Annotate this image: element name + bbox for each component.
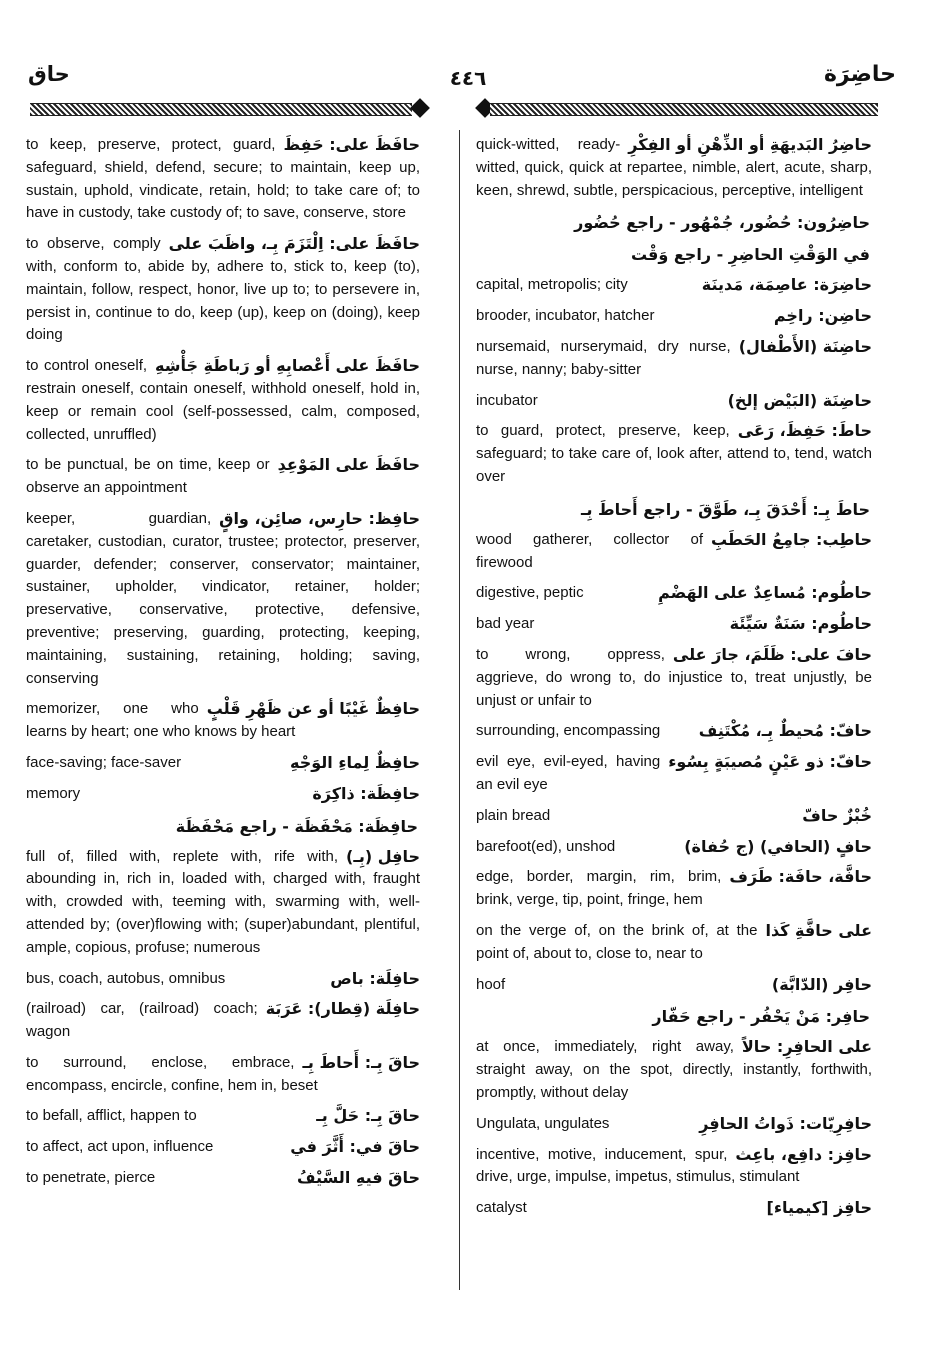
english-definition: Ungulata, ungulates bbox=[476, 1114, 610, 1132]
dictionary-entry bbox=[476, 336, 872, 382]
arabic-headword: حافِرِيّات: ذَواتُ الحافِرِ bbox=[699, 1113, 872, 1133]
dictionary-entry bbox=[476, 974, 872, 997]
dictionary-entry bbox=[26, 1167, 420, 1190]
dictionary-entry bbox=[26, 508, 420, 690]
arabic-headword: حافَّة، حافَة: طَرَف bbox=[729, 867, 872, 887]
header-guide-word-left: حاق bbox=[28, 62, 70, 86]
dictionary-entry bbox=[476, 720, 872, 743]
dictionary-entry bbox=[26, 1105, 420, 1128]
arabic-headword: حافِز: دافِع، باعِث bbox=[735, 1144, 872, 1164]
english-definition: digestive, peptic bbox=[476, 584, 584, 602]
header-rule-right bbox=[490, 103, 878, 116]
cross-reference: حاضِرُون: حُضُور، جُمْهُور - راجع حُضُور bbox=[574, 213, 870, 233]
english-definition: memorizer, one who learns by heart; one who knows by heart bbox=[26, 700, 296, 741]
english-definition: nursemaid, nurserymaid, dry nurse, nurse, nanny; baby-sitter bbox=[476, 337, 731, 378]
dictionary-entry bbox=[476, 1144, 872, 1190]
dictionary-entry bbox=[26, 134, 420, 225]
arabic-headword: حافِر (الدّابَّة) bbox=[771, 974, 872, 994]
column-divider bbox=[459, 130, 460, 1290]
right-column bbox=[476, 134, 872, 1228]
header-rule-left bbox=[30, 103, 412, 116]
arabic-headword: حافِظٌ غَيْبًا أو عن ظَهْرِ قَلْبٍ bbox=[206, 699, 420, 719]
english-definition: plain bread bbox=[476, 806, 551, 824]
cross-reference: حافِر: مَنْ يَحْفُر - راجع حَفّار bbox=[652, 1007, 870, 1027]
dictionary-entry bbox=[476, 529, 872, 575]
dictionary-entry bbox=[476, 613, 872, 636]
arabic-headword: حافَظَ على المَوْعِدِ bbox=[277, 455, 420, 475]
left-column bbox=[26, 134, 420, 1198]
arabic-headword: حاقَ في: أَثَّرَ في bbox=[290, 1137, 420, 1157]
cross-reference: في الوَقْتِ الحاضِرِ - راجع وَقْت bbox=[630, 245, 870, 265]
arabic-headword: حاطَ: حَفِظَ، رَعَى bbox=[737, 421, 872, 441]
english-definition: to control oneself, restrain oneself, contain oneself, withhold oneself, hold in, keep or remain cool (self-possessed, calm, composed, collected, unruffled) bbox=[26, 357, 420, 443]
english-definition: evil eye, evil-eyed, having an evil eye bbox=[476, 753, 661, 793]
arabic-headword: حاضِنَة (البَيْض إلخ) bbox=[727, 390, 872, 410]
dictionary-entry bbox=[26, 233, 420, 347]
dictionary-entry bbox=[476, 1113, 872, 1136]
arabic-headword: حاطُوم: سَنَةٌ سَيِّئَة bbox=[729, 614, 872, 634]
arabic-headword: حاقَ بِـ: أَحاطَ بِـ bbox=[302, 1052, 420, 1072]
english-definition: incubator bbox=[476, 391, 538, 409]
english-definition: bad year bbox=[476, 615, 535, 633]
dictionary-entry bbox=[26, 752, 420, 775]
dictionary-entry bbox=[476, 805, 872, 828]
dictionary-entry bbox=[26, 355, 420, 446]
arabic-headword: خُبْزٌ حافّ bbox=[802, 805, 872, 825]
dictionary-entry bbox=[26, 846, 420, 960]
dictionary-entry bbox=[26, 1136, 420, 1159]
header-guide-word-right: حاضِرَة bbox=[823, 62, 896, 87]
english-definition: (railroad) car, (railroad) coach; wagon bbox=[26, 1000, 258, 1041]
arabic-headword: حافَظَ على: حَفِظَ bbox=[283, 135, 420, 154]
page-header bbox=[0, 60, 936, 90]
dictionary-entry bbox=[476, 751, 872, 797]
arabic-headword: حاضِن: راخِم bbox=[773, 306, 872, 326]
english-definition: to wrong, oppress, aggrieve, do wrong to, do injustice to, treat unjustly, be unjust or unfair to bbox=[476, 645, 872, 709]
english-definition: edge, border, margin, rim, brim, brink, verge, tip, point, fringe, hem bbox=[476, 868, 722, 909]
arabic-headword: حاطِب: جامِعُ الحَطَبِ bbox=[710, 529, 872, 549]
dictionary-entry bbox=[476, 1036, 872, 1104]
arabic-headword: على حافَّةِ كَذا bbox=[765, 920, 872, 940]
dictionary-entry bbox=[476, 420, 872, 488]
arabic-headword: حاضِرَة: عاصِمَة، مَدينَة bbox=[701, 275, 872, 295]
dictionary-entry bbox=[476, 134, 872, 202]
english-definition: keeper, guardian, caretaker, custodian, curator, trustee; protector, preserver, guarder, defender; conserver, conservator; maintainer, sustainer, upholder, vindicator, retainer, holder; preservative, conservative, protective, defensive, preventive; preserving, guarding, protecting, keeping, maintaining, sustaining, retaining, holding; saving, conserving bbox=[26, 509, 420, 687]
arabic-headword: حافَظَ على أَعْصابِهِ أو رَباطَةِ جَأْشِهِ bbox=[155, 356, 420, 376]
english-definition: capital, metropolis; city bbox=[476, 276, 628, 294]
arabic-headword: حافِظ: حارِس، صائِن، واقٍ bbox=[219, 508, 420, 528]
dictionary-entry bbox=[476, 305, 872, 328]
arabic-headword: حافِلَة: باص bbox=[330, 968, 420, 988]
arabic-headword: حافَظَ على: اِلْتَزَمَ بِـ، واظَبَ على bbox=[168, 234, 420, 254]
dictionary-entry bbox=[476, 920, 872, 966]
arabic-headword: حافِز [كيمياء] bbox=[766, 1198, 872, 1218]
english-definition: face-saving; face-saver bbox=[26, 753, 182, 771]
dictionary-entry bbox=[26, 968, 420, 991]
english-definition: to be punctual, be on time, keep or observe an appointment bbox=[26, 456, 270, 497]
english-definition: to penetrate, pierce bbox=[26, 1169, 156, 1187]
english-definition: catalyst bbox=[476, 1199, 527, 1217]
arabic-headword: حاضِرُ البَديهَةِ أو الذِّهْنِ أو الفِكْرِ bbox=[628, 135, 872, 154]
dictionary-entry bbox=[476, 1197, 872, 1220]
cross-reference: حافِظَة: مَحْفَظَة - راجع مَحْفَظَة bbox=[175, 816, 418, 836]
english-definition: hoof bbox=[476, 975, 506, 993]
arabic-headword: حاقَ بِـ: حَلَّ بِـ bbox=[316, 1106, 420, 1126]
english-definition: incentive, motive, inducement, spur, drive, urge, impulse, impetus, stimulus, stimulant bbox=[476, 1145, 800, 1186]
page-number: ٤٤٦ bbox=[449, 66, 487, 90]
arabic-headword: حاضِنَة (الأَطْفال) bbox=[738, 336, 872, 356]
arabic-headword: حافَ على: ظَلَمَ، جارَ على bbox=[672, 644, 872, 664]
arabic-headword: حاطُوم: مُساعِدٌ على الهَضْمِ bbox=[658, 583, 872, 603]
english-definition: brooder, incubator, hatcher bbox=[476, 307, 655, 325]
arabic-headword: حافّ: ذو عَيْنٍ مُصيبَةٍ بِسُوء bbox=[668, 752, 872, 772]
dictionary-entry bbox=[26, 698, 420, 744]
dictionary-entry bbox=[26, 1052, 420, 1098]
dictionary-entry bbox=[476, 644, 872, 712]
cross-reference: حاطَ بِـ: أَحْدَقَ بِـ، طَوَّقَ - راجع أَحاطَ بِـ bbox=[580, 499, 870, 519]
english-definition: surrounding, encompassing bbox=[476, 722, 661, 740]
english-definition: barefoot(ed), unshod bbox=[476, 837, 616, 855]
english-definition: full of, filled with, replete with, rife with, abounding in, rich in, loaded with, charged with, fraught with, crowded with, teeming with, swarming with, well-attended by; (over)flowing with; (super)abundant, plentiful, ample, copious, profuse; numerous bbox=[26, 847, 420, 956]
dictionary-entry bbox=[476, 866, 872, 912]
arabic-headword: على الحافِرِ: حالاً bbox=[741, 1037, 872, 1057]
english-definition: on the verge of, on the brink of, at the point of, about to, close to, near to bbox=[476, 921, 758, 962]
dictionary-entry bbox=[26, 998, 420, 1044]
arabic-headword: حافِلَة (قِطار): عَرَبَة bbox=[265, 999, 420, 1019]
arabic-headword: حافّ: مُحيطٌ بِـ، مُكْتَنِف bbox=[698, 721, 872, 741]
english-definition: wood gatherer, collector of firewood bbox=[476, 530, 703, 571]
english-definition: to guard, protect, preserve, keep, safeguard; to take care of, look after, attend to, tend, watch over bbox=[476, 422, 872, 485]
english-definition: at once, immediately, right away, straight away, on the spot, directly, instantly, forthwith, promptly, without delay bbox=[476, 1038, 872, 1101]
english-definition: to affect, act upon, influence bbox=[26, 1138, 214, 1156]
dictionary-entry bbox=[476, 582, 872, 605]
arabic-headword: حاقَ فيهِ السَّيْفُ bbox=[296, 1168, 420, 1188]
english-definition: to keep, preserve, protect, guard, safeguard, shield, defend, secure; to maintain, keep up, sustain, uphold, vindicate, retain, hold; to take care of; to have in custody, take custody of; to save, conserve, store bbox=[26, 136, 420, 222]
english-definition: memory bbox=[26, 784, 81, 802]
english-definition: quick-witted, ready-witted, quick, quick at repartee, nimble, alert, acute, sharp, keen, shrewd, subtle, perspicacious, perceptive, intelligent bbox=[476, 136, 872, 199]
dictionary-entry bbox=[476, 274, 872, 297]
dictionary-entry bbox=[26, 783, 420, 806]
dictionary-entry bbox=[476, 390, 872, 413]
english-definition: to observe, comply with, conform to, abide by, adhere to, stick to, keep (to), maintain, follow, respect, honor, live up to; to persevere in, persist in, continue to do, keep (up), keep on (doing), keep doing bbox=[26, 235, 420, 344]
english-definition: to surround, enclose, embrace, encompass, encircle, confine, hem in, beset bbox=[26, 1053, 318, 1094]
english-definition: to befall, afflict, happen to bbox=[26, 1107, 197, 1125]
arabic-headword: حافِظَة: ذاكِرَة bbox=[312, 783, 420, 803]
dictionary-entry bbox=[476, 836, 872, 859]
header-diamond-left bbox=[410, 98, 430, 118]
arabic-headword: حافٍ (الحافي) (ج حُفاة) bbox=[684, 836, 872, 856]
english-definition: bus, coach, autobus, omnibus bbox=[26, 969, 226, 987]
arabic-headword: حافِل (بِـ) bbox=[346, 846, 420, 866]
arabic-headword: حافِظٌ لِماءِ الوَجْهِ bbox=[290, 752, 420, 772]
dictionary-entry bbox=[26, 454, 420, 500]
